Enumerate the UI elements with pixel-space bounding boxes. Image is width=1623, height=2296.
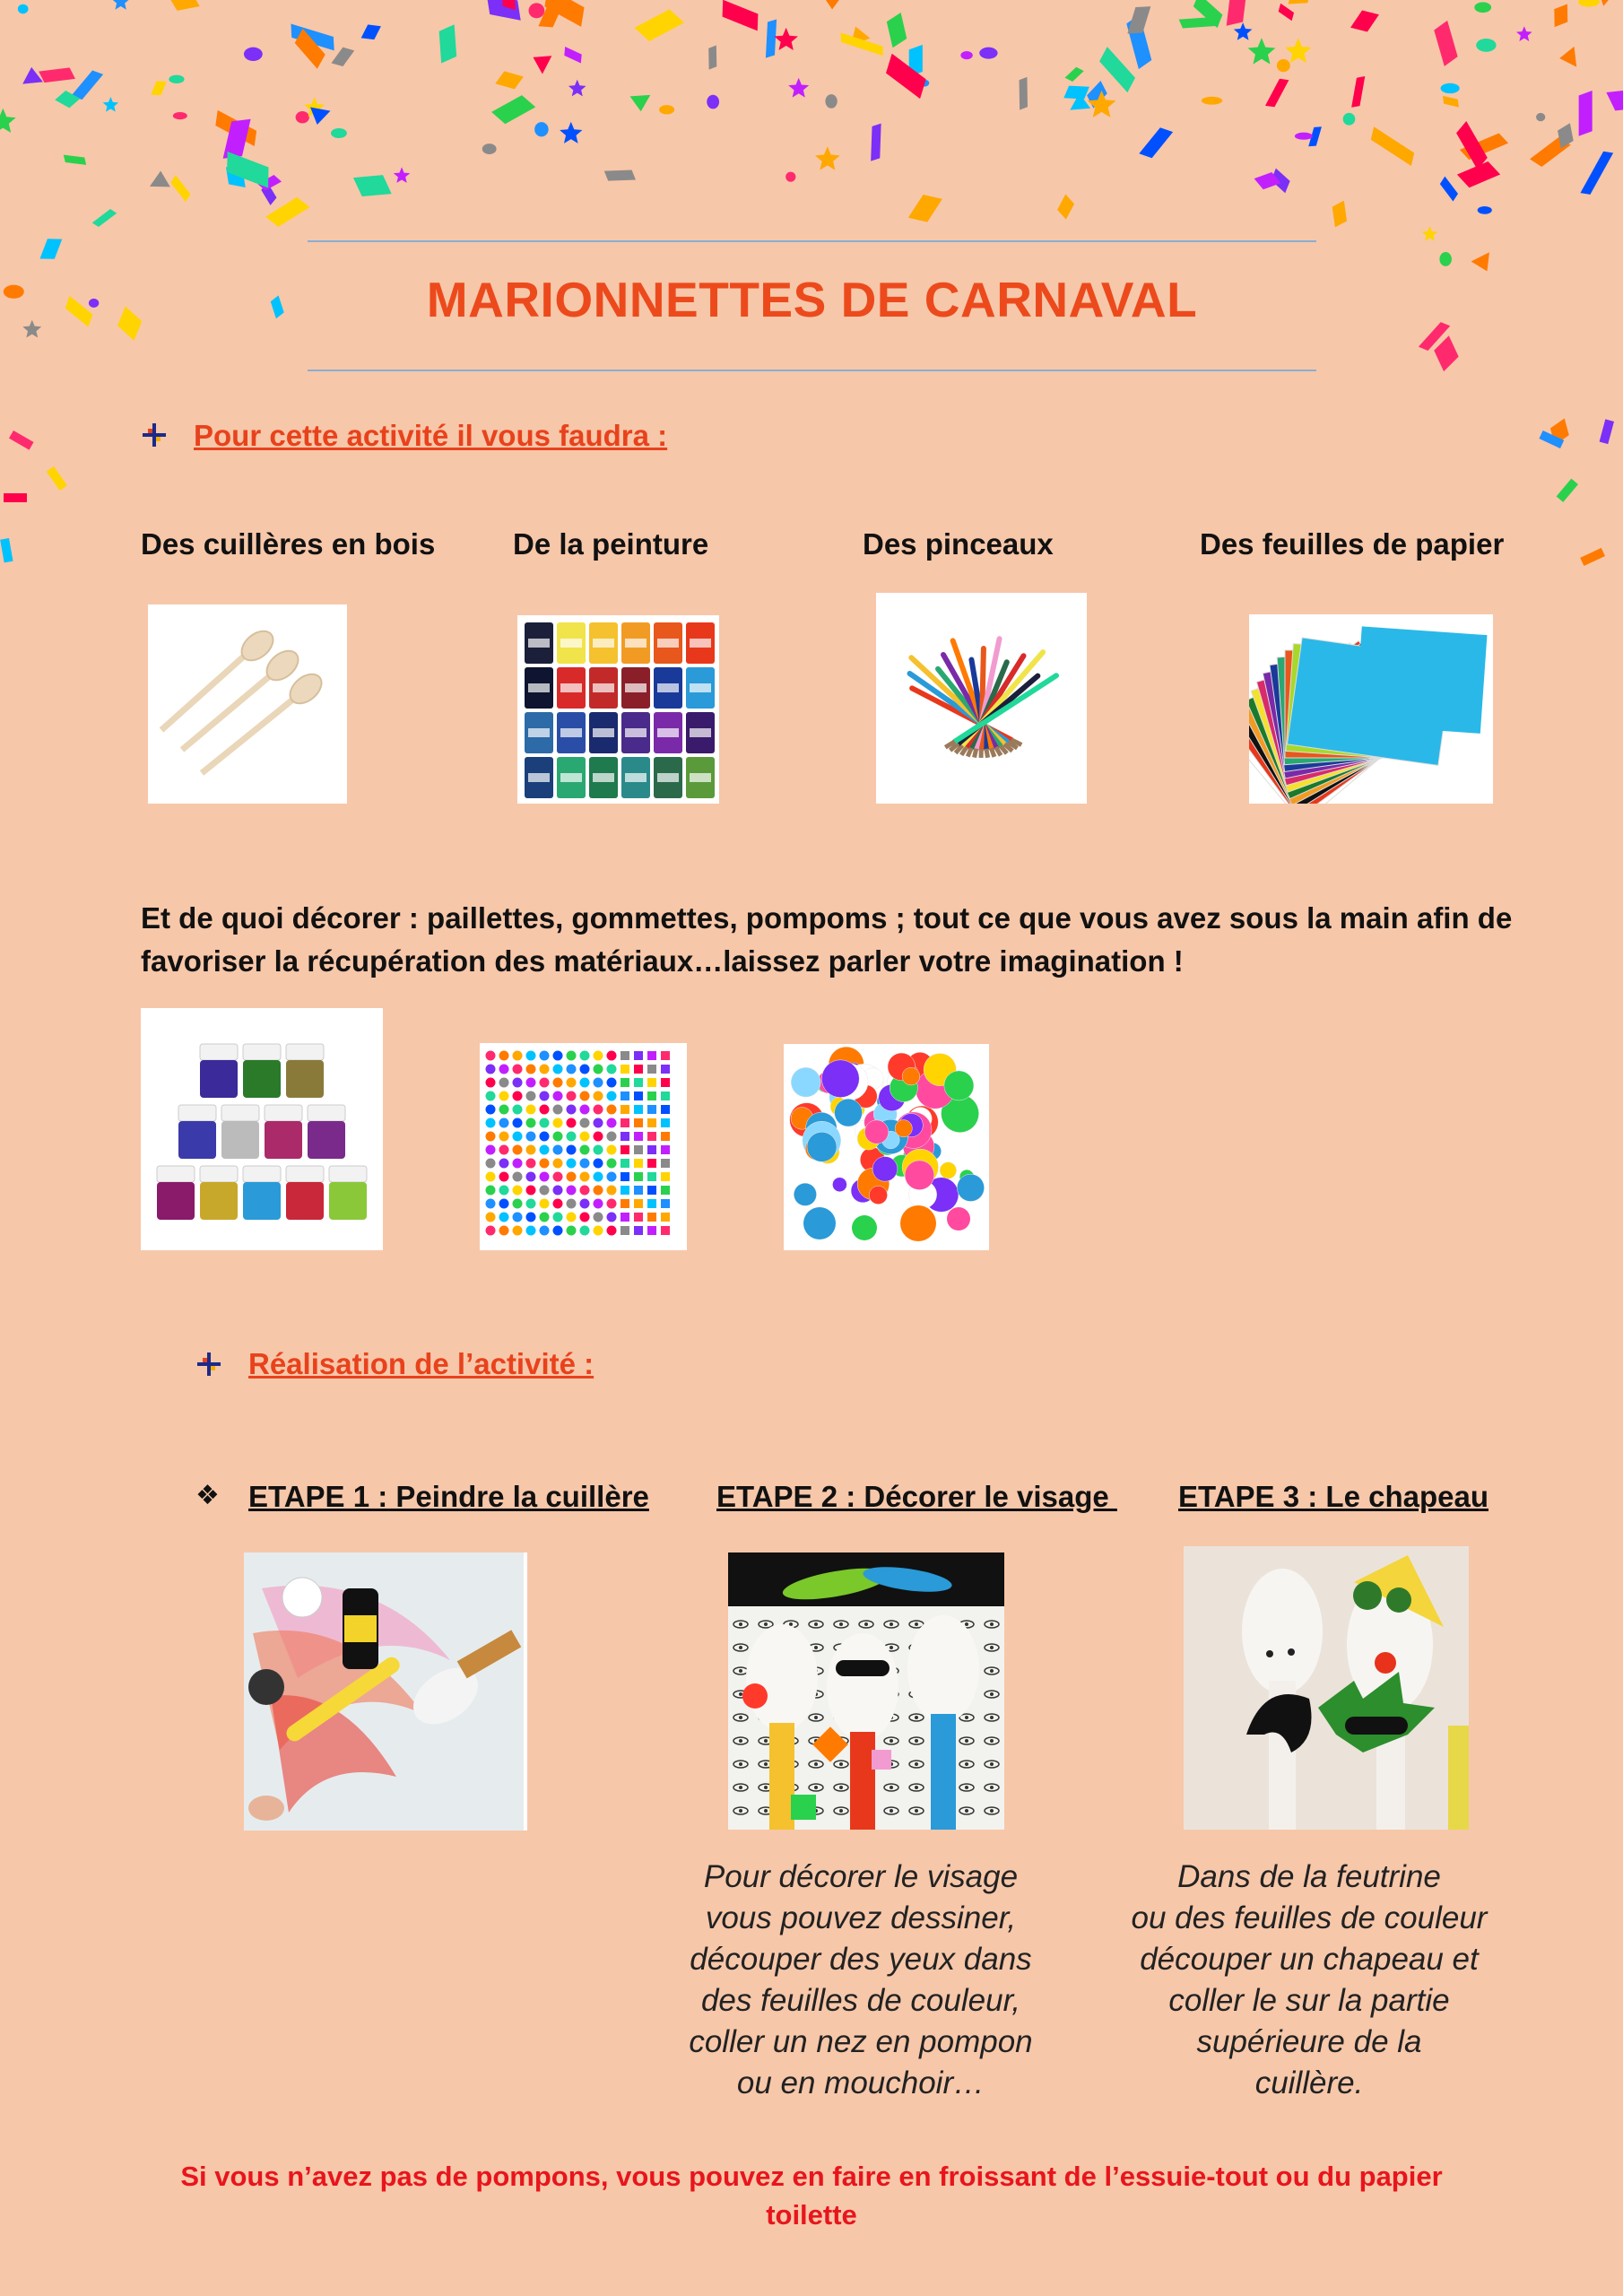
step-1-title: ETAPE 1 : Peindre la cuillère: [248, 1480, 649, 1513]
decorate-text: Et de quoi décorer : paillettes, gommettes, pompoms ; tout ce que vous avez sous la main afin de favoriser la récupération des matériaux…laissez parler votre imagination !: [141, 901, 1513, 978]
step-3-description: Dans de la feutrine ou des feuilles de couleur découper un chapeau et coller le sur la partie supérieure de la cuillère.: [1131, 1859, 1488, 2100]
cross-bullet-icon: [141, 422, 168, 448]
material-label-paper: Des feuilles de papier: [1200, 527, 1505, 561]
materials-heading: Pour cette activité il vous faudra :: [194, 419, 668, 452]
painting-spoon-photo: [244, 1552, 527, 1831]
step-2-title: ETAPE 2 : Décorer le visage: [716, 1480, 1117, 1513]
title-rule-bottom: [308, 370, 1316, 371]
material-label-paint: De la peinture: [513, 527, 709, 561]
material-label-brushes: Des pinceaux: [863, 527, 1054, 561]
paintbrushes-photo: [876, 593, 1087, 804]
paint-tubes-photo: [517, 615, 719, 804]
page-title: MARIONNETTES DE CARNAVAL: [426, 272, 1198, 327]
colored-paper-photo: [1249, 614, 1493, 804]
spoon-puppets-hat-photo: [1184, 1546, 1469, 1830]
sticker-sheets-photo: [480, 1043, 687, 1250]
cross-bullet-icon: [195, 1351, 222, 1378]
step-2-description: Pour décorer le visage vous pouvez dessiner, découper des yeux dans des feuilles de couleur, coller un nez en pompon ou en mouchoir…: [689, 1859, 1033, 2100]
pompom-tip-note: Si vous n’avez pas de pompons, vous pouvez en faire en froissant de l’essuie-tout ou du papier toilette: [180, 2161, 1443, 2231]
material-label-spoons: Des cuillères en bois: [141, 527, 436, 561]
diamond-bullet-icon: ❖: [195, 1481, 220, 1510]
title-rule-top: [308, 240, 1316, 242]
glitter-jars-photo: [141, 1008, 383, 1250]
decorated-faces-photo: [728, 1552, 1004, 1830]
wooden-spoons-photo: [148, 604, 347, 804]
realisation-heading: Réalisation de l’activité :: [248, 1347, 595, 1380]
step-3-title: ETAPE 3 : Le chapeau: [1178, 1480, 1488, 1513]
pompoms-photo: [784, 1044, 989, 1250]
